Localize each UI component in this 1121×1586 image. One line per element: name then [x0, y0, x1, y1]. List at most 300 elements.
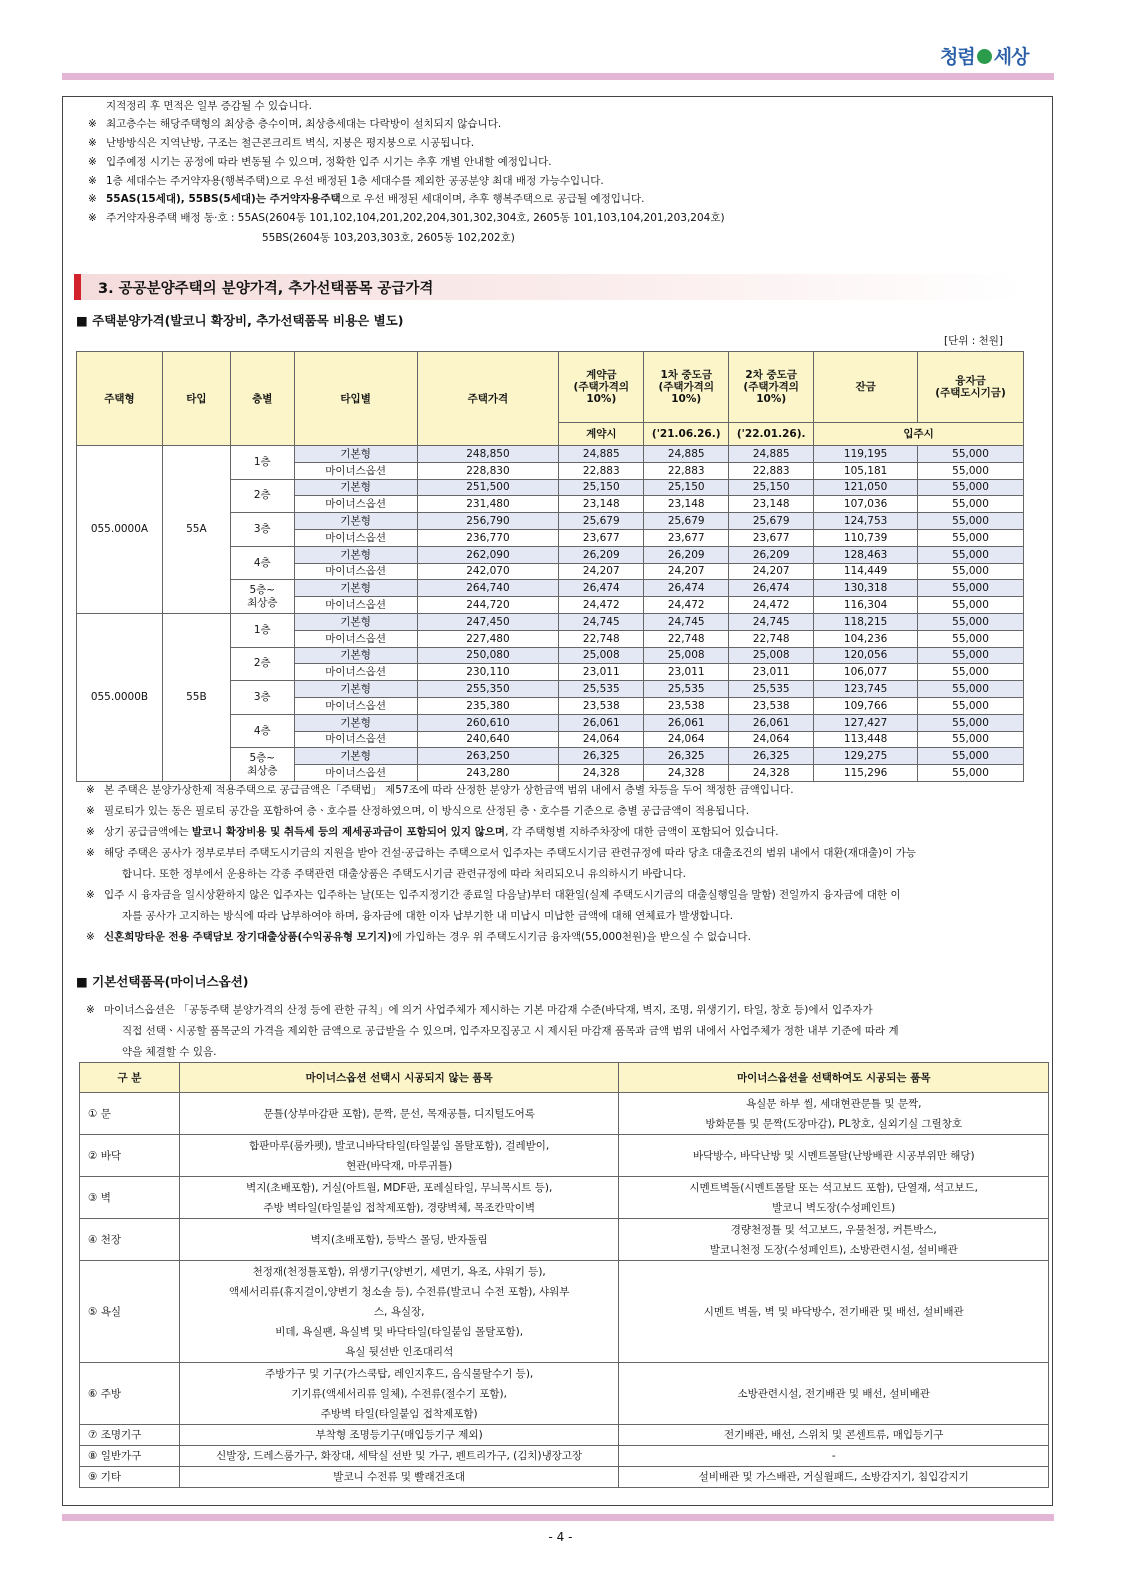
note-line: [88, 172, 604, 190]
category-cell: ⑦ 조명기구: [80, 1425, 180, 1446]
value-cell: 26,325: [559, 748, 644, 765]
note-mark: ※: [86, 784, 95, 796]
value-cell: 228,830: [417, 462, 559, 479]
value-cell: 25,008: [559, 647, 644, 664]
included-cell: [619, 1425, 1049, 1446]
value-cell: 55,000: [918, 748, 1024, 765]
option-cell: 기본형: [294, 446, 417, 463]
excluded-line: 욕실 뒷선반 인조대리석: [345, 1345, 454, 1358]
value-cell: 55,000: [918, 630, 1024, 647]
value-cell: 55,000: [918, 697, 1024, 714]
note-line: [86, 822, 916, 843]
note-line: [86, 801, 916, 822]
note-line: [86, 864, 916, 885]
price-header-cell: 주택가격: [417, 352, 559, 446]
value-cell: 23,677: [559, 529, 644, 546]
top-band: [62, 73, 1054, 80]
value-cell: 55,000: [918, 714, 1024, 731]
option-cell: 기본형: [294, 613, 417, 630]
logo-emblem-icon: [977, 49, 992, 64]
price-notes: [86, 780, 916, 948]
excluded-cell: [179, 1261, 619, 1363]
value-cell: 23,148: [644, 496, 729, 513]
value-cell: 55,000: [918, 563, 1024, 580]
value-cell: 24,328: [729, 765, 814, 782]
note-emphasis: 발코니 확장비용 및 취득세 등의 제세공과금이 포함되어 있지 않으며: [191, 826, 506, 838]
option-cell: 기본형: [294, 647, 417, 664]
note-text: 약을 체결할 수 있음.: [122, 1046, 217, 1058]
value-cell: 263,250: [417, 748, 559, 765]
value-cell: 260,610: [417, 714, 559, 731]
table-row: [80, 1177, 1049, 1219]
included-line: 방화문틀 및 문짝(도장마감), PL창호, 실외기실 그릴창호: [705, 1117, 963, 1130]
included-cell: [619, 1446, 1049, 1467]
category-cell: ⑤ 욕실: [80, 1261, 180, 1363]
excluded-line: 천정재(천정틀포함), 위생기구(양변기, 세면기, 욕조, 샤워기 등),: [252, 1265, 546, 1278]
value-cell: 24,064: [644, 731, 729, 748]
value-cell: 26,325: [729, 748, 814, 765]
value-cell: 25,679: [644, 513, 729, 530]
option-cell: 마이너스옵션: [294, 529, 417, 546]
option-cell: 기본형: [294, 513, 417, 530]
excluded-line: 주방벽 타일(타일붙임 접착제포함): [320, 1407, 478, 1420]
price-header-cell: 융자금 (주택도시기금): [918, 352, 1024, 423]
option-cell: 마이너스옵션: [294, 597, 417, 614]
value-cell: 26,209: [559, 546, 644, 563]
value-cell: 25,150: [729, 479, 814, 496]
value-cell: 24,472: [644, 597, 729, 614]
included-line: 욕실문 하부 씰, 세대현관문틀 및 문짝,: [745, 1097, 922, 1110]
category-cell: ⑨ 기타: [80, 1467, 180, 1488]
option-cell: 기본형: [294, 681, 417, 698]
value-cell: 23,011: [644, 664, 729, 681]
value-cell: 240,640: [417, 731, 559, 748]
category-cell: ② 바닥: [80, 1135, 180, 1177]
value-cell: 55,000: [918, 613, 1024, 630]
value-cell: 23,538: [559, 697, 644, 714]
included-cell: [619, 1363, 1049, 1425]
value-cell: 25,150: [559, 479, 644, 496]
note-text: 상기 공급금액에는: [104, 826, 192, 838]
options-header-cell: 마이너스옵션을 선택하여도 시공되는 품목: [619, 1063, 1049, 1093]
value-cell: 251,500: [417, 479, 559, 496]
value-cell: 23,538: [729, 697, 814, 714]
price-subheader-cell: 계약시: [559, 423, 644, 446]
value-cell: 55,000: [918, 496, 1024, 513]
bottom-band: [62, 1514, 1054, 1521]
excluded-cell: [179, 1363, 619, 1425]
value-cell: 23,677: [729, 529, 814, 546]
price-header-cell: 타입별: [294, 352, 417, 446]
included-line: 시멘트벽돌(시멘트몰탈 또는 석고보드 포함), 단열재, 석고보드,: [689, 1181, 978, 1194]
value-cell: 23,148: [729, 496, 814, 513]
note-mark: ※: [86, 847, 95, 859]
floor-cell: 4층: [230, 546, 294, 580]
note-text: 1층 세대수는 주거약자용(행복주택)으로 우선 배정된 1층 세대수를 제외한 공공분양 최대 배정 가능수입니다.: [106, 175, 604, 187]
value-cell: 110,739: [814, 529, 918, 546]
value-cell: 26,325: [644, 748, 729, 765]
type-cell: 55B: [162, 613, 230, 781]
value-cell: 26,474: [729, 580, 814, 597]
value-cell: 26,061: [559, 714, 644, 731]
value-cell: 24,064: [729, 731, 814, 748]
note-line: [88, 153, 552, 171]
value-cell: 116,304: [814, 597, 918, 614]
table-row: [80, 1446, 1049, 1467]
value-cell: 127,427: [814, 714, 918, 731]
value-cell: 256,790: [417, 513, 559, 530]
value-cell: 26,474: [559, 580, 644, 597]
value-cell: 118,215: [814, 613, 918, 630]
value-cell: 55,000: [918, 647, 1024, 664]
note-text: 필로티가 있는 동은 필로티 공간을 포함하여 층ㆍ호수를 산정하였으며, 이 방식으로 산정된 층ㆍ호수를 기준으로 층별 공급금액이 적용됩니다.: [104, 805, 750, 817]
value-cell: 22,748: [559, 630, 644, 647]
value-cell: 26,061: [729, 714, 814, 731]
value-cell: 55,000: [918, 529, 1024, 546]
note-line: [88, 115, 501, 133]
type-cell: 55A: [162, 446, 230, 614]
options-subtitle: ■ 기본선택품목(마이너스옵션): [76, 974, 249, 989]
price-subheader-cell: ('22.01.26).: [729, 423, 814, 446]
option-cell: 마이너스옵션: [294, 563, 417, 580]
value-cell: 24,745: [729, 613, 814, 630]
note-mark: ※: [86, 931, 95, 943]
section-title: 3. 공공분양주택의 분양가격, 추가선택품목 공급가격: [98, 281, 434, 297]
note-text: 합니다. 또한 정부에서 운용하는 각종 주택관련 대출상품은 주택도시기금 관련규정에 따라 처리되오니 유의하시기 바랍니다.: [122, 868, 687, 880]
value-cell: 25,679: [559, 513, 644, 530]
floor-cell: 1층: [230, 613, 294, 647]
value-cell: 119,195: [814, 446, 918, 463]
value-cell: 24,328: [559, 765, 644, 782]
option-cell: 마이너스옵션: [294, 731, 417, 748]
model-cell: 055.0000B: [77, 613, 163, 781]
included-line: 경량천정틀 및 석고보드, 우물천정, 커튼박스,: [730, 1223, 937, 1236]
value-cell: 231,480: [417, 496, 559, 513]
section-title-bar: [74, 274, 1022, 300]
value-cell: 23,677: [644, 529, 729, 546]
excluded-cell: [179, 1425, 619, 1446]
note-line: [262, 229, 515, 247]
included-line: -: [831, 1450, 836, 1462]
note-text: 본 주택은 분양가상한제 적용주택으로 공급금액은「주택법」 제57조에 따라 산정한 분양가 상한금액 범위 내에서 층별 차등을 두어 책정한 금액입니다.: [104, 784, 794, 796]
price-header-cell: 2차 중도금 (주택가격의 10%): [729, 352, 814, 423]
value-cell: 26,209: [729, 546, 814, 563]
excluded-line: 문틀(상부마감판 포함), 문짝, 문선, 목재공틀, 디지털도어록: [263, 1107, 535, 1120]
included-line: 발코니천정 도장(수성페인트), 소방관련시설, 설비배관: [709, 1243, 958, 1256]
excluded-line: 벽지(초배포함), 등박스 몰딩, 반자돌림: [310, 1233, 488, 1246]
excluded-line: 신발장, 드레스룸가구, 화장대, 세탁실 선반 및 가구, 펜트리가구, (김치)냉장고장: [216, 1450, 583, 1462]
included-line: 발코니 벽도장(수성페인트): [772, 1201, 896, 1214]
excluded-cell: [179, 1467, 619, 1488]
value-cell: 24,207: [559, 563, 644, 580]
excluded-line: 주방가구 및 기구(가스쿡탑, 레인지후드, 음식물탈수기 등),: [265, 1367, 534, 1380]
price-header-cell: 주택형: [77, 352, 163, 446]
value-cell: 25,008: [729, 647, 814, 664]
note-mark: ※: [88, 156, 97, 168]
value-cell: 106,077: [814, 664, 918, 681]
category-cell: ① 문: [80, 1093, 180, 1135]
note-text: 55BS(2604동 103,203,303호, 2605동 102,202호): [262, 232, 515, 244]
table-row: [80, 1467, 1049, 1488]
value-cell: 26,209: [644, 546, 729, 563]
value-cell: 235,380: [417, 697, 559, 714]
value-cell: 55,000: [918, 462, 1024, 479]
value-cell: 55,000: [918, 731, 1024, 748]
table-row: [80, 1219, 1049, 1261]
option-cell: 기본형: [294, 748, 417, 765]
value-cell: 55,000: [918, 513, 1024, 530]
included-cell: [619, 1177, 1049, 1219]
option-cell: 기본형: [294, 546, 417, 563]
note-line: [88, 134, 474, 152]
note-text: 주거약자용주택 배정 동·호 : 55AS(2604동 101,102,104,201,202,204,301,302,304호, 2605동 101,103,104,201,203,204호): [106, 212, 725, 224]
note-mark: ※: [86, 805, 95, 817]
note-text: 마이너스옵션은 「공동주택 분양가격의 산정 등에 관한 규칙」에 의거 사업주체가 제시하는 기본 마감재 수준(바닥재, 벽지, 조명, 위생기기, 타일, 창호 등)에서 입주자가: [104, 1004, 873, 1016]
value-cell: 242,070: [417, 563, 559, 580]
section-marker: [74, 274, 81, 300]
note-emphasis: 신혼희망타운 전용 주택담보 장기대출상품(수익공유형 모기지): [104, 931, 392, 943]
note-line: [86, 1042, 899, 1063]
value-cell: 25,535: [559, 681, 644, 698]
value-cell: 26,474: [644, 580, 729, 597]
value-cell: 123,745: [814, 681, 918, 698]
value-cell: 124,753: [814, 513, 918, 530]
value-cell: 24,472: [729, 597, 814, 614]
note-mark: ※: [88, 118, 97, 130]
category-cell: ⑧ 일반가구: [80, 1446, 180, 1467]
excluded-line: 발코니 수전류 및 빨래건조대: [333, 1471, 466, 1483]
value-cell: 128,463: [814, 546, 918, 563]
note-emphasis: 55AS(15세대), 55BS(5세대)는 주거약자용주택: [106, 193, 341, 205]
included-cell: [619, 1093, 1049, 1135]
table-row: [80, 1363, 1049, 1425]
included-cell: [619, 1219, 1049, 1261]
table-row: [80, 1425, 1049, 1446]
value-cell: 22,883: [559, 462, 644, 479]
note-text: 난방방식은 지역난방, 구조는 철근콘크리트 벽식, 지붕은 평지붕으로 시공됩니다.: [106, 137, 475, 149]
table-row: [80, 1093, 1049, 1135]
note-mark: ※: [88, 193, 97, 205]
value-cell: 105,181: [814, 462, 918, 479]
value-cell: 23,011: [559, 664, 644, 681]
value-cell: 55,000: [918, 765, 1024, 782]
note-mark: ※: [88, 212, 97, 224]
note-line: [88, 190, 645, 208]
value-cell: 129,275: [814, 748, 918, 765]
option-cell: 마이너스옵션: [294, 462, 417, 479]
options-header-cell: 구 분: [80, 1063, 180, 1093]
excluded-line: 주방 벽타일(타일붙임 접착제포함), 경량벽체, 목조칸막이벽: [263, 1201, 535, 1214]
options-header-row: [80, 1063, 1049, 1093]
note-line: [86, 1000, 899, 1021]
option-cell: 마이너스옵션: [294, 630, 417, 647]
value-cell: 22,883: [729, 462, 814, 479]
category-cell: ③ 벽: [80, 1177, 180, 1219]
excluded-line: 현관(바닥재, 마루귀틀): [346, 1159, 453, 1172]
value-cell: 227,480: [417, 630, 559, 647]
value-cell: 55,000: [918, 664, 1024, 681]
note-text: 해당 주택은 공사가 정부로부터 주택도시기금의 지원을 받아 건설·공급하는 주택으로서 입주자는 주택도시기금 관련규정에 따라 당초 대출조건의 범위 내에서 대환(재대출)이 가능: [104, 847, 917, 859]
price-header-cell: 1차 중도금 (주택가격의 10%): [644, 352, 729, 423]
page-number: - 4 -: [548, 1530, 573, 1544]
note-mark: ※: [86, 889, 95, 901]
note-mark: ※: [88, 137, 97, 149]
excluded-line: 스, 욕실장,: [373, 1305, 425, 1318]
value-cell: 55,000: [918, 546, 1024, 563]
value-cell: 25,535: [729, 681, 814, 698]
value-cell: 24,745: [559, 613, 644, 630]
value-cell: 247,450: [417, 613, 559, 630]
option-cell: 기본형: [294, 580, 417, 597]
value-cell: 26,061: [644, 714, 729, 731]
value-cell: 121,050: [814, 479, 918, 496]
included-cell: [619, 1135, 1049, 1177]
value-cell: 25,150: [644, 479, 729, 496]
value-cell: 114,449: [814, 563, 918, 580]
category-cell: ④ 천장: [80, 1219, 180, 1261]
value-cell: 107,036: [814, 496, 918, 513]
value-cell: 248,850: [417, 446, 559, 463]
option-cell: 기본형: [294, 479, 417, 496]
note-line: [86, 1021, 899, 1042]
price-header-cell: 계약금 (주택가격의 10%): [559, 352, 644, 423]
price-subheader-cell: 입주시: [814, 423, 1024, 446]
value-cell: 104,236: [814, 630, 918, 647]
value-cell: 55,000: [918, 580, 1024, 597]
value-cell: 24,885: [644, 446, 729, 463]
value-cell: 55,000: [918, 681, 1024, 698]
excluded-line: 벽지(초배포함), 거실(아트월, MDF판, 포레실타일, 무늬목시트 등),: [246, 1181, 553, 1194]
floor-cell: 5층~ 최상층: [230, 748, 294, 782]
excluded-line: 비데, 욕실팬, 욕실벽 및 바닥타일(타일붙임 몰탈포함),: [275, 1325, 524, 1338]
table-row: [80, 1261, 1049, 1363]
included-line: 전기배관, 배선, 스위치 및 콘센트류, 매입등기구: [724, 1429, 944, 1441]
value-cell: 113,448: [814, 731, 918, 748]
category-cell: ⑥ 주방: [80, 1363, 180, 1425]
model-cell: 055.0000A: [77, 446, 163, 614]
value-cell: 24,207: [729, 563, 814, 580]
note-mark: ※: [86, 826, 95, 838]
included-line: 바닥방수, 바닥난방 및 시멘트몰탈(난방배관 시공부위만 해당): [692, 1149, 975, 1162]
note-text: 에 가입하는 경우 위 주택도시기금 융자액(55,000천원)을 받으실 수 없습니다.: [391, 931, 751, 943]
excluded-cell: [179, 1177, 619, 1219]
excluded-line: 부착형 조명등기구(매입등기구 제외): [315, 1429, 483, 1441]
value-cell: 23,011: [729, 664, 814, 681]
note-line: [86, 927, 916, 948]
value-cell: 115,296: [814, 765, 918, 782]
value-cell: 25,679: [729, 513, 814, 530]
floor-cell: 2층: [230, 647, 294, 681]
note-line: [86, 780, 916, 801]
value-cell: 24,885: [559, 446, 644, 463]
value-cell: 24,472: [559, 597, 644, 614]
price-table: [76, 351, 1024, 782]
value-cell: 23,148: [559, 496, 644, 513]
option-cell: 마이너스옵션: [294, 765, 417, 782]
value-cell: 25,535: [644, 681, 729, 698]
value-cell: 24,745: [644, 613, 729, 630]
note-line: [86, 843, 916, 864]
table-row: [77, 446, 1024, 463]
value-cell: 55,000: [918, 479, 1024, 496]
price-header-cell: 잔금: [814, 352, 918, 423]
floor-cell: 2층: [230, 479, 294, 513]
option-cell: 기본형: [294, 714, 417, 731]
options-notes: [86, 1000, 899, 1063]
note-line: [86, 885, 916, 906]
value-cell: 262,090: [417, 546, 559, 563]
note-text: , 각 주택형별 지하주차장에 대한 금액이 포함되어 있습니다.: [505, 826, 779, 838]
value-cell: 236,770: [417, 529, 559, 546]
value-cell: 250,080: [417, 647, 559, 664]
value-cell: 264,740: [417, 580, 559, 597]
note-text: 직접 선택ㆍ시공할 품목군의 가격을 제외한 금액으로 공급받을 수 있으며, 입주자모집공고 시 제시된 마감재 품목과 금액 범위 내에서 사업주체가 정한 내부 기준에 따라 계: [122, 1025, 899, 1037]
floor-cell: 4층: [230, 714, 294, 748]
price-header-cell: 타입: [162, 352, 230, 446]
floor-cell: 5층~ 최상층: [230, 580, 294, 614]
excluded-line: 액세서리류(휴지걸이,양변기 청소솔 등), 수전류(발코니 수전 포함), 샤워부: [228, 1285, 570, 1298]
note-mark: ※: [88, 175, 97, 187]
price-subtitle: ■ 주택분양가격(발코니 확장비, 추가선택품목 비용은 별도): [76, 313, 404, 328]
excluded-cell: [179, 1219, 619, 1261]
included-cell: [619, 1467, 1049, 1488]
value-cell: 22,883: [644, 462, 729, 479]
value-cell: 244,720: [417, 597, 559, 614]
value-cell: 243,280: [417, 765, 559, 782]
note-mark: ※: [86, 1004, 95, 1016]
floor-cell: 1층: [230, 446, 294, 480]
value-cell: 255,350: [417, 681, 559, 698]
value-cell: 24,328: [644, 765, 729, 782]
floor-cell: 3층: [230, 681, 294, 715]
value-cell: 130,318: [814, 580, 918, 597]
included-cell: [619, 1261, 1049, 1363]
value-cell: 55,000: [918, 597, 1024, 614]
unit-label: [단위 : 천원]: [944, 335, 1003, 347]
value-cell: 24,885: [729, 446, 814, 463]
note-text: 최고층수는 해당주택형의 최상층 층수이며, 최상층세대는 다락방이 설치되지 않습니다.: [106, 118, 502, 130]
note-text: 지적정리 후 면적은 일부 증감될 수 있습니다.: [106, 100, 312, 112]
value-cell: 230,110: [417, 664, 559, 681]
value-cell: 23,538: [644, 697, 729, 714]
note-text: 입주 시 융자금을 일시상환하지 않은 입주자는 입주하는 날(또는 입주지정기간 종료일 다음날)부터 대환일(실제 주택도시기금의 대출실행일을 말함) 전일까지 융자금에 대한 이: [104, 889, 901, 901]
option-cell: 마이너스옵션: [294, 664, 417, 681]
options-table: [79, 1062, 1049, 1488]
price-header-cell: 층별: [230, 352, 294, 446]
value-cell: 55,000: [918, 446, 1024, 463]
value-cell: 120,056: [814, 647, 918, 664]
table-row: [77, 613, 1024, 630]
floor-cell: 3층: [230, 513, 294, 547]
price-header-row: [77, 352, 1024, 423]
value-cell: 25,008: [644, 647, 729, 664]
excluded-line: 기기류(액세서리류 일체), 수전류(절수기 포함),: [291, 1387, 507, 1400]
options-header-cell: 마이너스옵션 선택시 시공되지 않는 품목: [179, 1063, 619, 1093]
excluded-line: 합판마루(룸카펫), 발코니바닥타일(타일붙임 몰탈포함), 걸레받이,: [249, 1139, 550, 1152]
excluded-cell: [179, 1135, 619, 1177]
note-line: [86, 906, 916, 927]
note-line: [88, 209, 725, 227]
value-cell: 24,207: [644, 563, 729, 580]
excluded-cell: [179, 1446, 619, 1467]
option-cell: 마이너스옵션: [294, 496, 417, 513]
value-cell: 22,748: [644, 630, 729, 647]
value-cell: 24,064: [559, 731, 644, 748]
included-line: 소방관련시설, 전기배관 및 배선, 설비배관: [737, 1387, 930, 1400]
logo: 청렴 세상: [940, 46, 1029, 68]
value-cell: 109,766: [814, 697, 918, 714]
table-row: [80, 1135, 1049, 1177]
